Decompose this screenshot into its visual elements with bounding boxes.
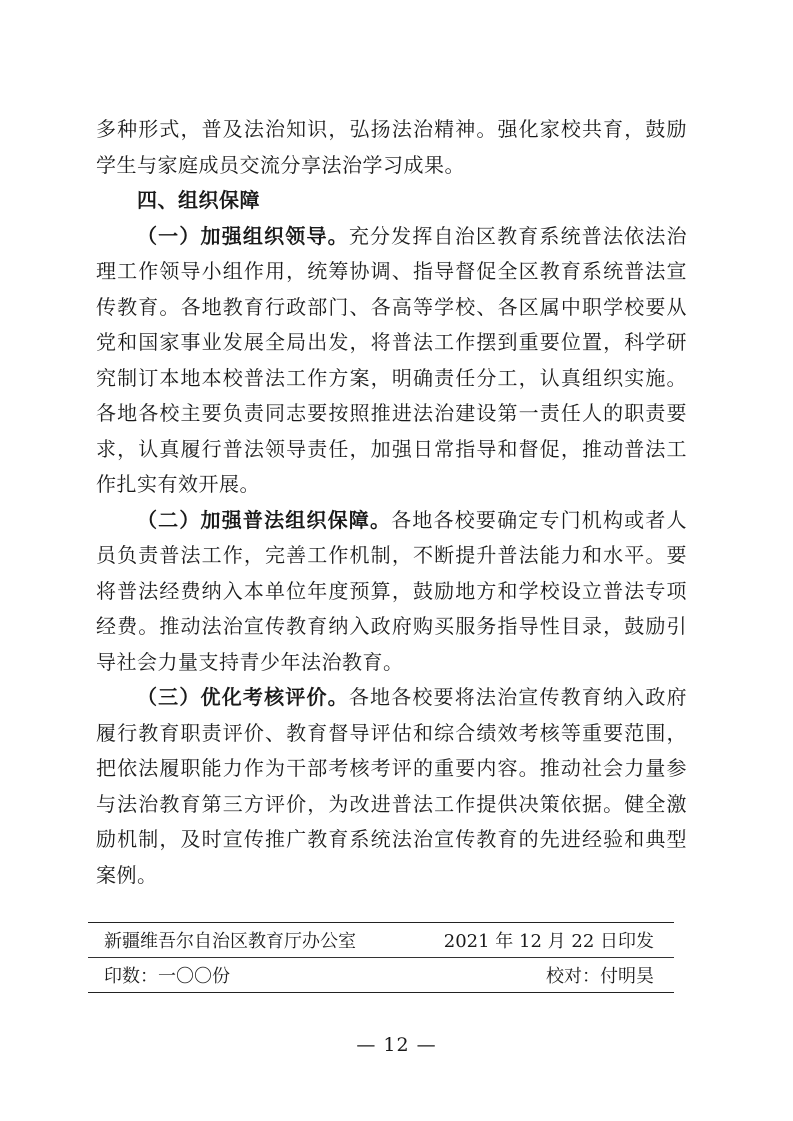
- colophon: [88, 922, 674, 993]
- paragraph-item-1: [96, 219, 687, 503]
- paragraph-item-3: [96, 680, 687, 893]
- item-text: 各地各校要确定专门机构或者人员负责普法工作，完善工作机制，不断提升普法能力和水平。要将普法经费纳入本单位年度预算，鼓励地方和学校设立普法专项经费。推动法治宣传教育纳入政府购买服务指导性目录，鼓励引导社会力量支持青少年法治教育。: [96, 507, 688, 674]
- item-text: 各地各校要将法治宣传教育纳入政府履行教育职责评价、教育督导评估和综合绩效考核等重要范围，把依法履职能力作为干部考核考评的重要内容。推动社会力量参与法治教育第三方评价，为改进普法工作提供决策依据。健全激励机制，及时宣传推广教育系统法治宣传教育的先进经验和典型案例。: [96, 685, 688, 887]
- paragraph-item-2: [96, 503, 687, 681]
- section-heading: 四、组织保障: [137, 188, 260, 212]
- print-date: 2021 年 12 月 22 日印发: [443, 931, 654, 952]
- page-number: — 12 —: [356, 1034, 437, 1056]
- colophon-copies-row: [88, 958, 674, 992]
- colophon-bottom-rule: [88, 992, 674, 993]
- colophon-issuer-row: [88, 923, 674, 957]
- copies: 印数：一〇〇份: [104, 966, 230, 987]
- proofreader: 校对：付明昊: [546, 966, 654, 987]
- item-lead: （三）优化考核评价。: [137, 685, 349, 709]
- item-text: 充分发挥自治区教育系统普法依法治理工作领导小组作用，统筹协调、指导督促全区教育系统普法宣传教育。各地教育行政部门、各高等学校、各区属中职学校要从党和国家事业发展全局出发，将普法工作摆到重要位置，科学研究制订本地本校普法工作方案，明确责任分工，认真组织实施。各地各校主要负责同志要按照推进法治建设第一责任人的职责要求，认真履行普法领导责任，加强日常指导和督促，推动普法工作扎实有效开展。: [96, 223, 688, 496]
- item-lead: （一）加强组织领导。: [137, 223, 349, 248]
- item-lead: （二）加强普法组织保障。: [137, 507, 392, 532]
- body-text: [96, 112, 687, 893]
- issuer: 新疆维吾尔自治区教育厅办公室: [104, 931, 356, 952]
- paragraph-continuation: 多种形式，普及法治知识，弘扬法治精神。强化家校共育，鼓励学生与家庭成员交流分享法治学习成果。: [96, 117, 687, 177]
